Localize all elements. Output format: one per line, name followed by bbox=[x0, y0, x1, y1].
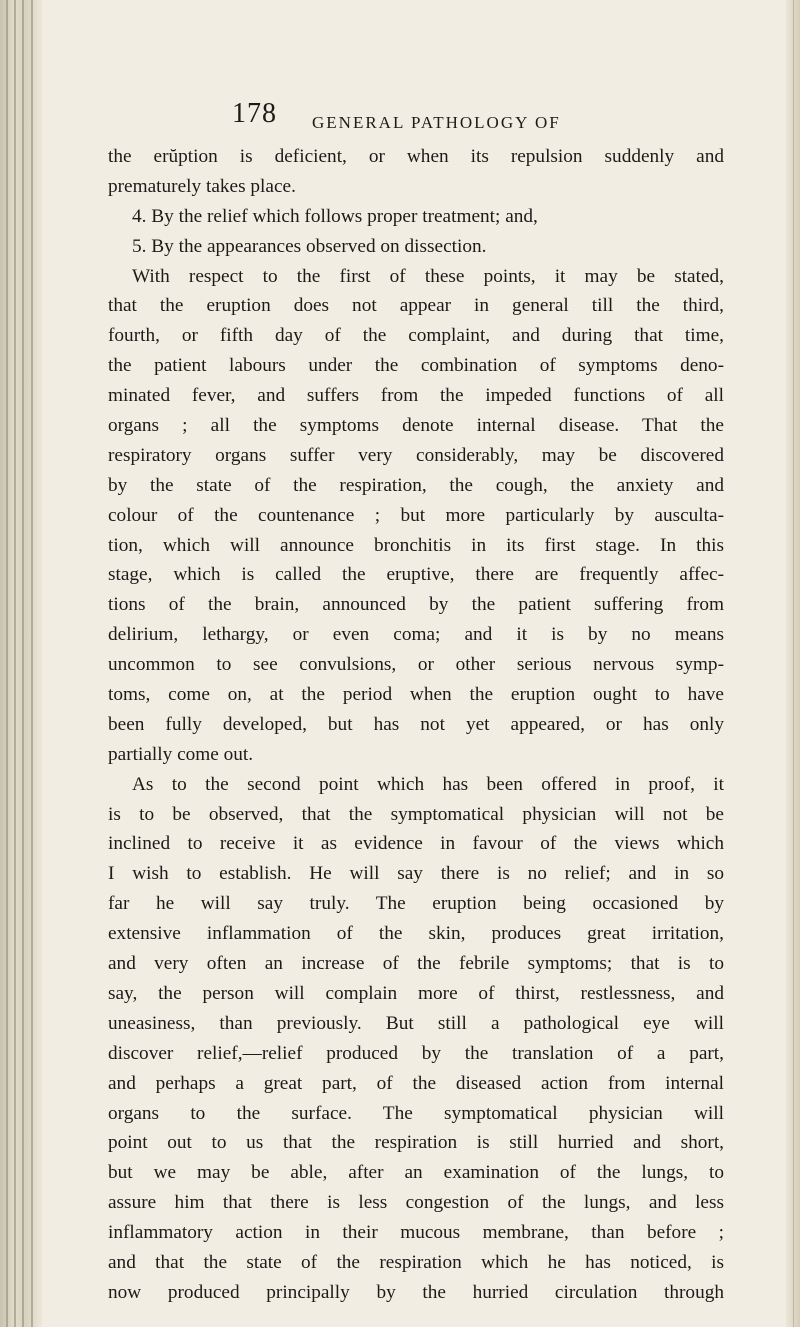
text-line: been fully developed, but has not yet appeared, or has only bbox=[108, 713, 724, 735]
text-line: point out to us that the respiration is still hurried and short, bbox=[108, 1132, 724, 1154]
text-line: inclined to receive it as evidence in favour of the views which bbox=[108, 833, 724, 855]
page-binding-edge bbox=[0, 0, 42, 1327]
text-line: I wish to establish. He will say there is no relief; and in so bbox=[108, 863, 724, 885]
text-line: partially come out. bbox=[108, 743, 254, 765]
text-line: As to the second point which has been offered in proof, it bbox=[132, 773, 724, 795]
running-head: GENERAL PATHOLOGY OF bbox=[312, 113, 561, 132]
text-line: and that the state of the respiration which he has noticed, is bbox=[108, 1251, 724, 1273]
page-right-edge bbox=[786, 0, 800, 1327]
right-edge-line bbox=[793, 0, 794, 1327]
text-line: stage, which is called the eruptive, there are frequently affec- bbox=[108, 564, 724, 586]
binding-line bbox=[22, 0, 24, 1327]
text-line: that the eruption does not appear in general till the third, bbox=[108, 295, 724, 317]
text-line: organs to the surface. The symptomatical physician will bbox=[108, 1102, 724, 1124]
text-line: and very often an increase of the febrile symptoms; that is to bbox=[108, 953, 724, 975]
text-line: minated fever, and suffers from the impeded functions of all bbox=[108, 385, 724, 407]
text-line: is to be observed, that the symptomatical physician will not be bbox=[108, 803, 724, 825]
text-line: but we may be able, after an examination of the lungs, to bbox=[108, 1162, 724, 1184]
text-line: extensive inflammation of the skin, produces great irritation, bbox=[108, 923, 724, 945]
binding-line bbox=[31, 0, 33, 1327]
text-line: far he will say truly. The eruption being occasioned by bbox=[108, 893, 724, 915]
binding-line bbox=[6, 0, 8, 1327]
text-line: the patient labours under the combination of symptoms deno- bbox=[108, 355, 724, 377]
text-line: say, the person will complain more of thirst, restlessness, and bbox=[108, 982, 724, 1004]
text-line: organs ; all the symptoms denote internal disease. That the bbox=[108, 415, 724, 437]
text-line: toms, come on, at the period when the eruption ought to have bbox=[108, 684, 724, 706]
text-line: 5. By the appearances observed on dissection. bbox=[132, 235, 487, 257]
page-number: 178 bbox=[232, 98, 277, 129]
text-line: discover relief,—relief produced by the translation of a part, bbox=[108, 1042, 724, 1064]
body-text bbox=[108, 142, 724, 1308]
text-line: With respect to the first of these points, it may be stated, bbox=[132, 265, 724, 287]
page-header bbox=[232, 98, 652, 138]
binding-line bbox=[14, 0, 16, 1327]
text-line: colour of the countenance ; but more particularly by ausculta- bbox=[108, 504, 724, 526]
text-line: tions of the brain, announced by the patient suffering from bbox=[108, 594, 724, 616]
text-line: uncommon to see convulsions, or other serious nervous symp- bbox=[108, 654, 724, 676]
text-line: the erŭption is deficient, or when its repulsion suddenly and bbox=[108, 146, 724, 167]
text-line: inflammatory action in their mucous membrane, than before ; bbox=[108, 1222, 724, 1244]
text-line: prematurely takes place. bbox=[108, 175, 296, 197]
text-line: tion, which will announce bronchitis in its first stage. In this bbox=[108, 534, 724, 556]
text-line: now produced principally by the hurried circulation through bbox=[108, 1281, 724, 1303]
text-line: delirium, lethargy, or even coma; and it is by no means bbox=[108, 624, 724, 646]
text-line: assure him that there is less congestion of the lungs, and less bbox=[108, 1192, 724, 1214]
text-line: respiratory organs suffer very considerably, may be discovered bbox=[108, 444, 724, 466]
text-line: uneasiness, than previously. But still a pathological eye will bbox=[108, 1012, 724, 1034]
text-line: by the state of the respiration, the cough, the anxiety and bbox=[108, 474, 724, 496]
text-line: 4. By the relief which follows proper treatment; and, bbox=[132, 205, 538, 227]
text-line: and perhaps a great part, of the diseased action from internal bbox=[108, 1072, 724, 1094]
text-line: fourth, or fifth day of the complaint, and during that time, bbox=[108, 325, 724, 347]
